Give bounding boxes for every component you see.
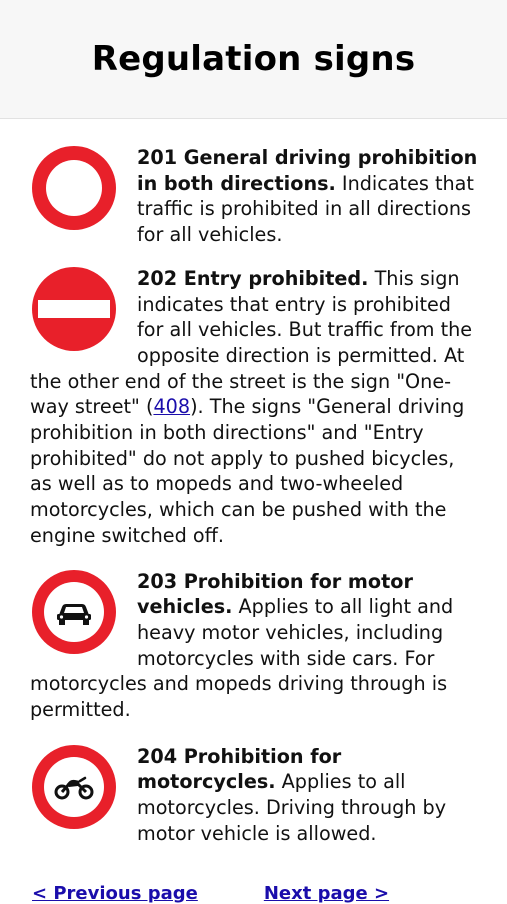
page-navigation <box>30 883 479 904</box>
no-vehicles-sign-icon <box>31 145 117 231</box>
previous-page-link[interactable]: < Previous page <box>32 882 198 904</box>
sign-description-201: Indicates that traffic is prohibited in all directions for all vehicles. <box>137 171 474 247</box>
sign-entry-202 <box>30 266 479 549</box>
sign-title-204: 204 Prohibition for motorcycles. <box>137 744 342 794</box>
sign-entry-203 <box>30 569 479 723</box>
sign-reference-link-408[interactable]: 408 <box>153 395 191 419</box>
sign-title-203: 203 Prohibition for motor vehicles. <box>137 569 413 619</box>
sign-description-204: Applies to all motorcycles. Driving through by motor vehicle is allowed. <box>137 770 447 845</box>
sign-entry-201 <box>30 145 479 248</box>
sign-description-202: This sign indicates that entry is prohibited for all vehicles. But traffic from the opposite direction is permitted. At the other end of the street is the sign "One-way street" ( <box>30 266 473 419</box>
sign-title-202: 202 Entry prohibited. <box>137 266 369 290</box>
no-motorcycles-sign-icon <box>31 744 117 830</box>
page-header <box>0 0 507 119</box>
sign-title-201: 201 General driving prohibition in both directions. <box>137 146 478 195</box>
next-page-link[interactable]: Next page > <box>263 882 390 904</box>
no-entry-sign-icon <box>31 266 117 352</box>
no-motor-vehicles-sign-icon <box>31 569 117 655</box>
sign-description-203: Applies to all light and heavy motor vehicles, including motorcycles with side cars. For motorcycles and mopeds driving through is permitted. <box>30 595 454 722</box>
sign-description-202-cont: ). The signs "General driving prohibition in both directions" and "Entry prohibited" do not apply to pushed bicycles, as well as to mopeds and two-wheeled motorcycles, which can be pushed with the engine switched off. <box>30 395 465 547</box>
sign-entry-204 <box>30 744 479 847</box>
sign-list <box>0 119 507 904</box>
page-title: Regulation signs <box>91 39 416 79</box>
